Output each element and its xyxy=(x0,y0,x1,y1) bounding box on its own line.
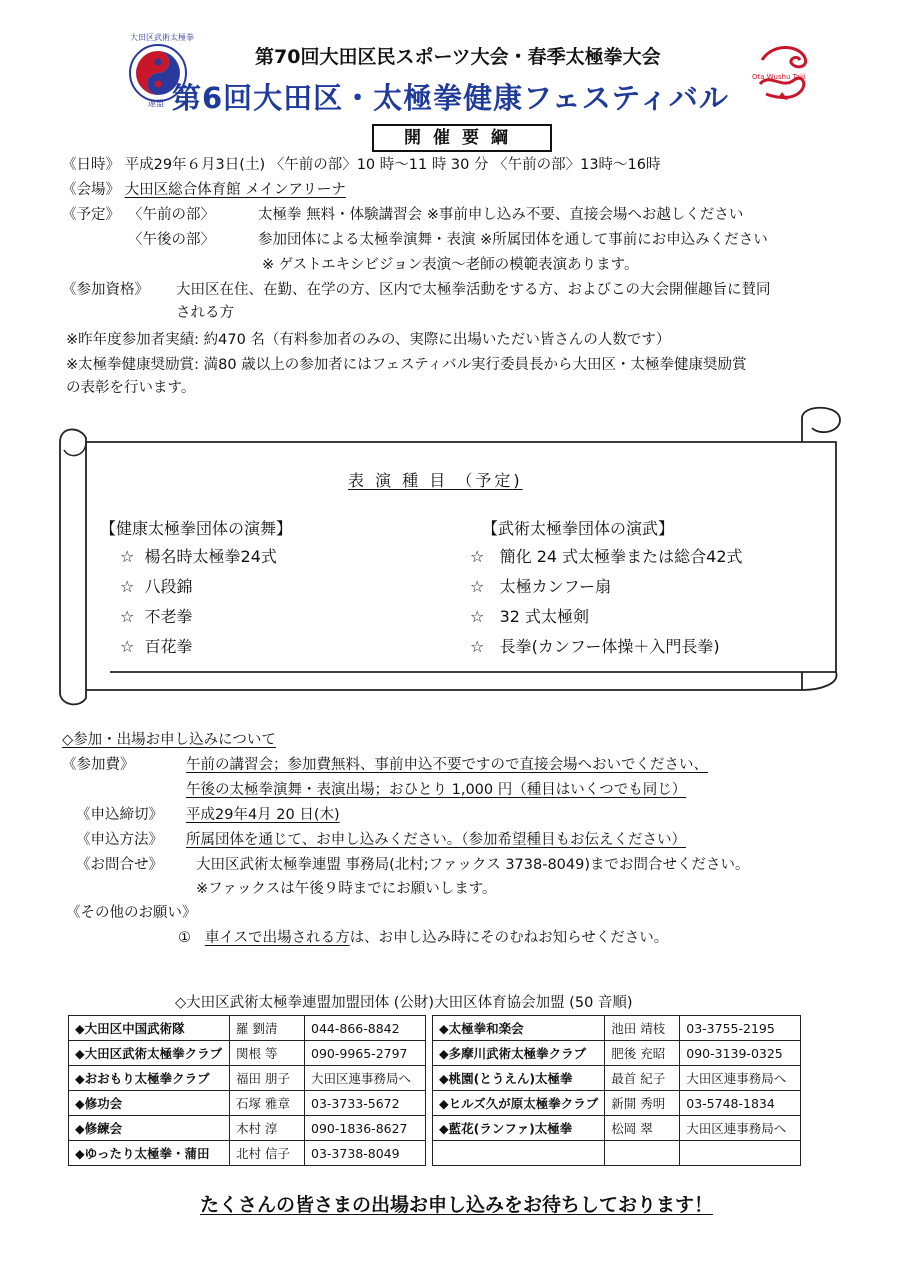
star-icon: ☆ xyxy=(120,607,135,626)
column-gap xyxy=(426,1091,433,1116)
health-heading: 【健康太極拳団体の演舞】 xyxy=(100,519,293,538)
contact-person: 最首 紀子 xyxy=(605,1066,680,1091)
column-gap xyxy=(426,1041,433,1066)
section-heading: 開催要綱 xyxy=(372,124,552,152)
list-item: ☆ 八段錦 xyxy=(120,577,193,596)
contact-phone: 大田区連事務局へ xyxy=(680,1116,801,1141)
contact-person: 肥後 充昭 xyxy=(605,1041,680,1066)
star-icon: ☆ xyxy=(120,577,135,596)
eligibility-text-2: される方 xyxy=(176,305,234,321)
contact-note: ※ファックスは午後９時までにお願いします。 xyxy=(196,881,497,897)
logo-text-bottom: 連盟 xyxy=(148,99,164,108)
contact-person: 福田 朋子 xyxy=(230,1066,305,1091)
group-name: ◆修功会 xyxy=(69,1091,230,1116)
contact-person: 松岡 翠 xyxy=(605,1116,680,1141)
eligibility-label: 《参加資格》 xyxy=(62,282,149,298)
group-name: ◆おおもり太極拳クラブ xyxy=(69,1066,230,1091)
wushu-heading: 【武術太極拳団体の演武】 xyxy=(482,519,675,538)
star-icon: ☆ xyxy=(120,547,135,566)
group-name: ◆修練会 xyxy=(69,1116,230,1141)
other-label: 《その他のお願い》 xyxy=(66,905,197,921)
group-name: ◆太極拳和楽会 xyxy=(433,1016,605,1041)
contact-person: 北村 信子 xyxy=(230,1141,305,1166)
award-note-2: の表彰を行います。 xyxy=(66,380,196,396)
closing-message: たくさんの皆さまの出場お申し込みをお待ちしております！ xyxy=(200,1194,714,1216)
column-gap xyxy=(426,1016,433,1041)
list-item: ☆ 簡化 24 式太極拳または総合42式 xyxy=(470,547,743,566)
other-text-rest: は、お申し込み時にそのむねお知らせください。 xyxy=(349,930,669,946)
pm-note: ※ ゲストエキシビジョン表演～老師の模範表演あります。 xyxy=(262,257,639,273)
contact-phone xyxy=(680,1141,801,1166)
list-item: ☆ 不老拳 xyxy=(120,607,193,626)
dragon-logo-caption: Ota Wushu Taiji xyxy=(752,73,806,81)
list-item: ☆ 32 式太極剣 xyxy=(470,607,590,626)
group-name: ◆ヒルズ久が原太極拳クラブ xyxy=(433,1091,605,1116)
contact-phone: 03-5748-1834 xyxy=(680,1091,801,1116)
other-num: ① xyxy=(178,930,191,946)
venue-text: 大田区総合体育館 メインアリーナ xyxy=(124,182,346,198)
members-heading: ◇大田区武術太極拳連盟加盟団体 (公財)大田区体育協会加盟 (50 音順) xyxy=(175,995,633,1011)
column-gap xyxy=(426,1116,433,1141)
venue-row xyxy=(62,180,346,200)
contact-phone: 044-866-8842 xyxy=(305,1016,426,1041)
group-name: ◆ゆったり太極拳・蒲田 xyxy=(69,1141,230,1166)
award-note-1: ※太極拳健康奨励賞: 満80 歳以上の参加者にはフェスティバル実行委員長から大田区・太極拳健康奨励賞 xyxy=(66,357,747,373)
application-heading: ◇参加・出場お申し込みについて xyxy=(62,732,276,748)
contact-person: 池田 靖枝 xyxy=(605,1016,680,1041)
table-row xyxy=(69,1066,801,1091)
date-label: 《日時》 xyxy=(62,157,120,173)
date-text: 平成29年６月3日(土) 〈午前の部〉10 時～11 時 30 分 〈午前の部〉13時～16時 xyxy=(124,157,661,173)
attendance-note: ※昨年度参加者実績: 約470 名（有料参加者のみの、実際に出場いただい皆さんの人数です） xyxy=(66,332,671,348)
table-row xyxy=(69,1141,801,1166)
contact-person: 羅 劉清 xyxy=(230,1016,305,1041)
contact-phone: 03-3738-8049 xyxy=(305,1141,426,1166)
fee-text-1: 午前の講習会；参加費無料、事前申込不要ですので直接会場へおいでください、 xyxy=(186,757,708,773)
star-icon: ☆ xyxy=(470,547,485,566)
table-row xyxy=(69,1016,801,1041)
contact-label: 《お問合せ》 xyxy=(76,857,163,873)
event-subtitle: 第70回大田区民スポーツ大会・春季太極拳大会 xyxy=(255,46,661,68)
method-text: 所属団体を通じて、お申し込みください。（参加希望種目もお伝えください） xyxy=(186,832,686,848)
contact-person: 新開 秀明 xyxy=(605,1091,680,1116)
contact-person xyxy=(605,1141,680,1166)
contact-person: 関根 等 xyxy=(230,1041,305,1066)
fee-text-2: 午後の太極拳演舞・表演出場；おひとり 1,000 円（種目はいくつでも同じ） xyxy=(186,782,687,798)
star-icon: ☆ xyxy=(470,637,485,656)
members-table xyxy=(68,1015,801,1166)
other-text-underlined: 車イスで出場される方 xyxy=(204,930,350,946)
column-gap xyxy=(426,1141,433,1166)
plan-label: 《予定》 xyxy=(62,207,120,223)
group-name: ◆大田区武術太極拳クラブ xyxy=(69,1041,230,1066)
am-text: 太極拳 無料・体験講習会 ※事前申し込み不要、直接会場へお越しください xyxy=(258,207,744,223)
column-gap xyxy=(426,1066,433,1091)
contact-phone: 090-1836-8627 xyxy=(305,1116,426,1141)
star-icon: ☆ xyxy=(120,637,135,656)
date-row xyxy=(62,155,661,175)
group-name xyxy=(433,1141,605,1166)
list-item: ☆ 長拳(カンフー体操＋入門長拳) xyxy=(470,637,720,656)
fee-label: 《参加費》 xyxy=(62,757,135,773)
table-row xyxy=(69,1091,801,1116)
list-item: ☆ 百花拳 xyxy=(120,637,193,656)
group-name: ◆藍花(ランファ)太極拳 xyxy=(433,1116,605,1141)
other-request xyxy=(178,928,668,948)
group-name: ◆多摩川武術太極拳クラブ xyxy=(433,1041,605,1066)
list-item: ☆ 太極カンフー扇 xyxy=(470,577,612,596)
logo-text-top: 大田区武術太極拳 xyxy=(130,33,194,42)
contact-phone: 大田区連事務局へ xyxy=(680,1066,801,1091)
contact-phone: 03-3755-2195 xyxy=(680,1016,801,1041)
am-label: 〈午前の部〉 xyxy=(128,207,215,223)
contact-person: 木村 淳 xyxy=(230,1116,305,1141)
list-item: ☆ 楊名時太極拳24式 xyxy=(120,547,277,566)
pm-label: 〈午後の部〉 xyxy=(128,232,215,248)
contact-text: 大田区武術太極拳連盟 事務局(北村;ファックス 3738-8049)までお問合せください。 xyxy=(196,857,750,873)
contact-phone: 090-3139-0325 xyxy=(680,1041,801,1066)
group-name: ◆桃園(とうえん)太極拳 xyxy=(433,1066,605,1091)
table-row xyxy=(69,1116,801,1141)
deadline-text: 平成29年4月 20 日(木) xyxy=(186,807,340,823)
contact-phone: 大田区連事務局へ xyxy=(305,1066,426,1091)
group-name: ◆大田区中国武術隊 xyxy=(69,1016,230,1041)
eligibility-text-1: 大田区在住、在勤、在学の方、区内で太極拳活動をする方、およびこの大会開催趣旨に賛同 xyxy=(176,282,771,298)
event-title: 第6回大田区・太極拳健康フェスティバル xyxy=(172,81,729,115)
program-title: 表 演 種 目 （予定) xyxy=(348,471,523,490)
health-list xyxy=(120,546,277,666)
table-row xyxy=(69,1041,801,1066)
contact-phone: 03-3733-5672 xyxy=(305,1091,426,1116)
venue-label: 《会場》 xyxy=(62,182,120,198)
wushu-list xyxy=(470,546,743,666)
pm-text: 参加団体による太極拳演舞・表演 ※所属団体を通して事前にお申込みください xyxy=(258,232,768,248)
deadline-label: 《申込締切》 xyxy=(76,807,163,823)
contact-phone: 090-9965-2797 xyxy=(305,1041,426,1066)
contact-person: 石塚 雅章 xyxy=(230,1091,305,1116)
method-label: 《申込方法》 xyxy=(76,832,163,848)
star-icon: ☆ xyxy=(470,607,485,626)
star-icon: ☆ xyxy=(470,577,485,596)
